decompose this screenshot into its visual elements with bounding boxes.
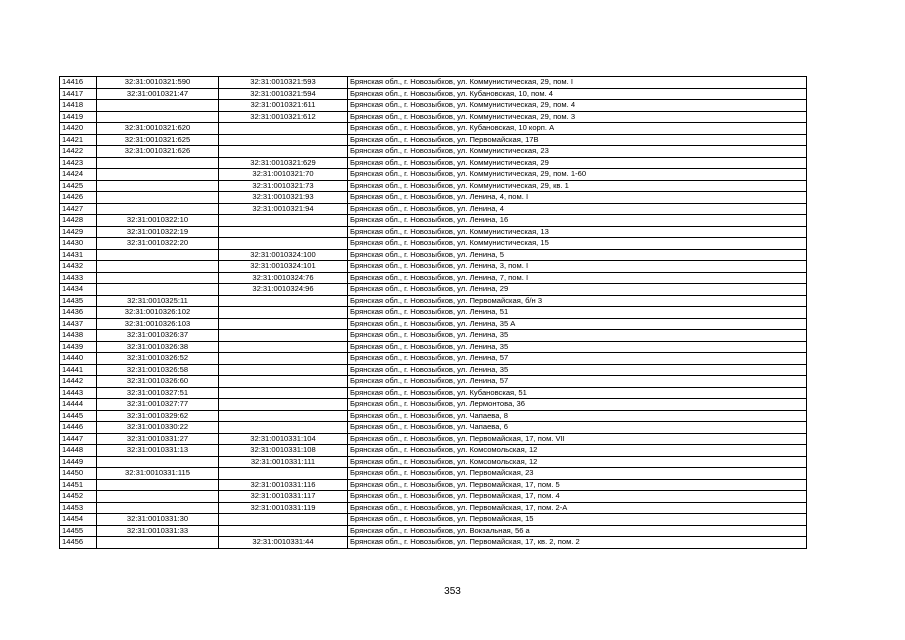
row-number-cell: 14444: [60, 399, 97, 411]
cadastral-number-cell: [97, 284, 219, 296]
row-number-cell: 14424: [60, 169, 97, 181]
table-row: [60, 364, 807, 376]
row-number-cell: 14441: [60, 364, 97, 376]
address-cell: Брянская обл., г. Новозыбков, ул. Первомайская, б/н 3: [348, 295, 807, 307]
table-row: [60, 537, 807, 549]
row-number-cell: 14421: [60, 134, 97, 146]
address-cell: Брянская обл., г. Новозыбков, ул. Ленина, 35 А: [348, 318, 807, 330]
address-cell: Брянская обл., г. Новозыбков, ул. Ленина, 35: [348, 330, 807, 342]
building-cadastral-number-cell: [219, 364, 348, 376]
table-row: [60, 353, 807, 365]
cadastral-number-cell: 32:31:0010325:11: [97, 295, 219, 307]
table-row: [60, 318, 807, 330]
cadastral-number-cell: [97, 100, 219, 112]
cadastral-number-cell: 32:31:0010326:102: [97, 307, 219, 319]
address-cell: Брянская обл., г. Новозыбков, ул. Ленина, 3, пом. I: [348, 261, 807, 273]
building-cadastral-number-cell: [219, 330, 348, 342]
table-row: [60, 445, 807, 457]
building-cadastral-number-cell: 32:31:0010321:594: [219, 88, 348, 100]
cadastral-number-cell: 32:31:0010331:30: [97, 514, 219, 526]
table-row: [60, 525, 807, 537]
row-number-cell: 14440: [60, 353, 97, 365]
table-row: [60, 307, 807, 319]
cadastral-number-cell: [97, 180, 219, 192]
address-cell: Брянская обл., г. Новозыбков, ул. Комсомольская, 12: [348, 445, 807, 457]
table-row: [60, 249, 807, 261]
address-cell: Брянская обл., г. Новозыбков, ул. Первомайская, 17, пом. 4: [348, 491, 807, 503]
address-cell: Брянская обл., г. Новозыбков, ул. Коммунистическая, 23: [348, 146, 807, 158]
cadastral-number-cell: 32:31:0010321:626: [97, 146, 219, 158]
address-cell: Брянская обл., г. Новозыбков, ул. Ленина, 4: [348, 203, 807, 215]
table-row: [60, 100, 807, 112]
building-cadastral-number-cell: 32:31:0010324:76: [219, 272, 348, 284]
building-cadastral-number-cell: 32:31:0010321:93: [219, 192, 348, 204]
address-cell: Брянская обл., г. Новозыбков, ул. Ленина, 16: [348, 215, 807, 227]
building-cadastral-number-cell: [219, 318, 348, 330]
row-number-cell: 14443: [60, 387, 97, 399]
cadastral-number-cell: [97, 491, 219, 503]
row-number-cell: 14437: [60, 318, 97, 330]
row-number-cell: 14420: [60, 123, 97, 135]
table-row: [60, 341, 807, 353]
page-number: 353: [444, 586, 461, 597]
cadastral-number-cell: 32:31:0010321:47: [97, 88, 219, 100]
cadastral-number-cell: 32:31:0010322:19: [97, 226, 219, 238]
row-number-cell: 14429: [60, 226, 97, 238]
building-cadastral-number-cell: [219, 341, 348, 353]
building-cadastral-number-cell: 32:31:0010331:116: [219, 479, 348, 491]
table-row: [60, 330, 807, 342]
table-row: [60, 399, 807, 411]
cadastral-number-cell: [97, 111, 219, 123]
building-cadastral-number-cell: 32:31:0010321:612: [219, 111, 348, 123]
row-number-cell: 14422: [60, 146, 97, 158]
row-number-cell: 14447: [60, 433, 97, 445]
address-cell: Брянская обл., г. Новозыбков, ул. Кубановская, 10 корп. А: [348, 123, 807, 135]
address-cell: Брянская обл., г. Новозыбков, ул. Коммунистическая, 13: [348, 226, 807, 238]
table-row: [60, 387, 807, 399]
row-number-cell: 14431: [60, 249, 97, 261]
table-body: [60, 77, 807, 549]
table-row: [60, 261, 807, 273]
table-row: [60, 111, 807, 123]
row-number-cell: 14430: [60, 238, 97, 250]
cadastral-number-cell: 32:31:0010322:10: [97, 215, 219, 227]
building-cadastral-number-cell: [219, 525, 348, 537]
address-cell: Брянская обл., г. Новозыбков, ул. Вокзальная, 56 а: [348, 525, 807, 537]
building-cadastral-number-cell: [219, 353, 348, 365]
cadastral-number-cell: 32:31:0010326:38: [97, 341, 219, 353]
cadastral-number-cell: [97, 192, 219, 204]
address-cell: Брянская обл., г. Новозыбков, ул. Первомайская, 17, кв. 2, пом. 2: [348, 537, 807, 549]
cadastral-number-cell: 32:31:0010331:27: [97, 433, 219, 445]
building-cadastral-number-cell: [219, 146, 348, 158]
row-number-cell: 14436: [60, 307, 97, 319]
table-row: [60, 410, 807, 422]
building-cadastral-number-cell: 32:31:0010321:629: [219, 157, 348, 169]
table-row: [60, 272, 807, 284]
cadastral-number-cell: [97, 249, 219, 261]
table-row: [60, 180, 807, 192]
row-number-cell: 14417: [60, 88, 97, 100]
building-cadastral-number-cell: 32:31:0010321:94: [219, 203, 348, 215]
building-cadastral-number-cell: [219, 422, 348, 434]
address-cell: Брянская обл., г. Новозыбков, ул. Коммунистическая, 15: [348, 238, 807, 250]
address-cell: Брянская обл., г. Новозыбков, ул. Чапаева, 8: [348, 410, 807, 422]
table-row: [60, 77, 807, 89]
cadastral-number-cell: 32:31:0010326:58: [97, 364, 219, 376]
row-number-cell: 14438: [60, 330, 97, 342]
table-row: [60, 514, 807, 526]
row-number-cell: 14428: [60, 215, 97, 227]
building-cadastral-number-cell: [219, 387, 348, 399]
building-cadastral-number-cell: [219, 215, 348, 227]
table-row: [60, 491, 807, 503]
building-cadastral-number-cell: 32:31:0010321:73: [219, 180, 348, 192]
address-cell: Брянская обл., г. Новозыбков, ул. Комсомольская, 12: [348, 456, 807, 468]
building-cadastral-number-cell: [219, 410, 348, 422]
cadastral-number-cell: 32:31:0010322:20: [97, 238, 219, 250]
address-cell: Брянская обл., г. Новозыбков, ул. Ленина, 5: [348, 249, 807, 261]
cadastral-number-cell: [97, 272, 219, 284]
address-cell: Брянская обл., г. Новозыбков, ул. Коммунистическая, 29, кв. 1: [348, 180, 807, 192]
address-cell: Брянская обл., г. Новозыбков, ул. Коммунистическая, 29, пом. 3: [348, 111, 807, 123]
address-cell: Брянская обл., г. Новозыбков, ул. Первомайская, 17, пом. VII: [348, 433, 807, 445]
building-cadastral-number-cell: [219, 295, 348, 307]
building-cadastral-number-cell: [219, 399, 348, 411]
table-row: [60, 295, 807, 307]
cadastral-number-cell: [97, 169, 219, 181]
address-cell: Брянская обл., г. Новозыбков, ул. Первомайская, 17В: [348, 134, 807, 146]
building-cadastral-number-cell: 32:31:0010331:108: [219, 445, 348, 457]
table-row: [60, 502, 807, 514]
cadastral-number-cell: 32:31:0010321:590: [97, 77, 219, 89]
address-cell: Брянская обл., г. Новозыбков, ул. Первомайская, 17, пом. 2-А: [348, 502, 807, 514]
table-row: [60, 433, 807, 445]
address-cell: Брянская обл., г. Новозыбков, ул. Ленина, 51: [348, 307, 807, 319]
table-row: [60, 146, 807, 158]
address-cell: Брянская обл., г. Новозыбков, ул. Чапаева, 6: [348, 422, 807, 434]
table-row: [60, 134, 807, 146]
table-row: [60, 215, 807, 227]
address-cell: Брянская обл., г. Новозыбков, ул. Ленина, 4, пом. I: [348, 192, 807, 204]
cadastral-number-cell: 32:31:0010327:51: [97, 387, 219, 399]
cadastral-number-cell: 32:31:0010331:115: [97, 468, 219, 480]
row-number-cell: 14455: [60, 525, 97, 537]
table-row: [60, 284, 807, 296]
building-cadastral-number-cell: 32:31:0010331:111: [219, 456, 348, 468]
address-cell: Брянская обл., г. Новозыбков, ул. Лермонтова, 36: [348, 399, 807, 411]
building-cadastral-number-cell: 32:31:0010321:593: [219, 77, 348, 89]
row-number-cell: 14449: [60, 456, 97, 468]
row-number-cell: 14427: [60, 203, 97, 215]
row-number-cell: 14419: [60, 111, 97, 123]
row-number-cell: 14442: [60, 376, 97, 388]
cadastral-number-cell: 32:31:0010326:52: [97, 353, 219, 365]
address-cell: Брянская обл., г. Новозыбков, ул. Ленина, 35: [348, 364, 807, 376]
row-number-cell: 14418: [60, 100, 97, 112]
table-row: [60, 88, 807, 100]
cadastral-number-cell: [97, 479, 219, 491]
address-cell: Брянская обл., г. Новозыбков, ул. Кубановская, 10, пом. 4: [348, 88, 807, 100]
address-cell: Брянская обл., г. Новозыбков, ул. Ленина, 7, пом. I: [348, 272, 807, 284]
building-cadastral-number-cell: 32:31:0010331:44: [219, 537, 348, 549]
cadastral-number-cell: 32:31:0010321:620: [97, 123, 219, 135]
row-number-cell: 14454: [60, 514, 97, 526]
building-cadastral-number-cell: [219, 238, 348, 250]
row-number-cell: 14448: [60, 445, 97, 457]
address-cell: Брянская обл., г. Новозыбков, ул. Первомайская, 23: [348, 468, 807, 480]
row-number-cell: 14453: [60, 502, 97, 514]
address-cell: Брянская обл., г. Новозыбков, ул. Ленина, 57: [348, 376, 807, 388]
address-cell: Брянская обл., г. Новозыбков, ул. Коммунистическая, 29, пом. I: [348, 77, 807, 89]
building-cadastral-number-cell: 32:31:0010331:119: [219, 502, 348, 514]
address-cell: Брянская обл., г. Новозыбков, ул. Коммунистическая, 29, пом. 4: [348, 100, 807, 112]
building-cadastral-number-cell: [219, 376, 348, 388]
building-cadastral-number-cell: 32:31:0010321:70: [219, 169, 348, 181]
table-row: [60, 226, 807, 238]
row-number-cell: 14450: [60, 468, 97, 480]
cadastral-number-cell: [97, 203, 219, 215]
building-cadastral-number-cell: 32:31:0010331:104: [219, 433, 348, 445]
address-cell: Брянская обл., г. Новозыбков, ул. Коммунистическая, 29: [348, 157, 807, 169]
building-cadastral-number-cell: [219, 514, 348, 526]
row-number-cell: 14433: [60, 272, 97, 284]
row-number-cell: 14456: [60, 537, 97, 549]
row-number-cell: 14416: [60, 77, 97, 89]
row-number-cell: 14445: [60, 410, 97, 422]
table-row: [60, 479, 807, 491]
address-cell: Брянская обл., г. Новозыбков, ул. Первомайская, 17, пом. 5: [348, 479, 807, 491]
row-number-cell: 14426: [60, 192, 97, 204]
table-row: [60, 468, 807, 480]
building-cadastral-number-cell: [219, 226, 348, 238]
cadastral-number-cell: 32:31:0010326:103: [97, 318, 219, 330]
cadastral-number-cell: 32:31:0010330:22: [97, 422, 219, 434]
table-row: [60, 422, 807, 434]
address-cell: Брянская обл., г. Новозыбков, ул. Ленина, 29: [348, 284, 807, 296]
building-cadastral-number-cell: 32:31:0010324:96: [219, 284, 348, 296]
cadastral-number-cell: [97, 537, 219, 549]
cadastral-number-cell: 32:31:0010321:625: [97, 134, 219, 146]
cadastral-number-cell: 32:31:0010327:77: [97, 399, 219, 411]
address-cell: Брянская обл., г. Новозыбков, ул. Коммунистическая, 29, пом. 1-60: [348, 169, 807, 181]
building-cadastral-number-cell: 32:31:0010324:101: [219, 261, 348, 273]
row-number-cell: 14423: [60, 157, 97, 169]
cadastral-number-cell: 32:31:0010331:33: [97, 525, 219, 537]
row-number-cell: 14452: [60, 491, 97, 503]
building-cadastral-number-cell: 32:31:0010321:611: [219, 100, 348, 112]
row-number-cell: 14425: [60, 180, 97, 192]
table-row: [60, 192, 807, 204]
address-cell: Брянская обл., г. Новозыбков, ул. Ленина, 57: [348, 353, 807, 365]
cadastral-number-cell: [97, 157, 219, 169]
property-table: [59, 76, 807, 549]
building-cadastral-number-cell: 32:31:0010331:117: [219, 491, 348, 503]
building-cadastral-number-cell: 32:31:0010324:100: [219, 249, 348, 261]
row-number-cell: 14435: [60, 295, 97, 307]
cadastral-number-cell: 32:31:0010326:60: [97, 376, 219, 388]
table-row: [60, 123, 807, 135]
building-cadastral-number-cell: [219, 123, 348, 135]
table-row: [60, 456, 807, 468]
building-cadastral-number-cell: [219, 468, 348, 480]
cadastral-number-cell: 32:31:0010329:62: [97, 410, 219, 422]
row-number-cell: 14439: [60, 341, 97, 353]
row-number-cell: 14451: [60, 479, 97, 491]
cadastral-number-cell: 32:31:0010326:37: [97, 330, 219, 342]
cadastral-number-cell: [97, 261, 219, 273]
cadastral-number-cell: [97, 456, 219, 468]
building-cadastral-number-cell: [219, 307, 348, 319]
address-cell: Брянская обл., г. Новозыбков, ул. Кубановская, 51: [348, 387, 807, 399]
building-cadastral-number-cell: [219, 134, 348, 146]
row-number-cell: 14434: [60, 284, 97, 296]
address-cell: Брянская обл., г. Новозыбков, ул. Ленина, 35: [348, 341, 807, 353]
table-row: [60, 169, 807, 181]
row-number-cell: 14432: [60, 261, 97, 273]
cadastral-number-cell: 32:31:0010331:13: [97, 445, 219, 457]
cadastral-number-cell: [97, 502, 219, 514]
table-row: [60, 203, 807, 215]
row-number-cell: 14446: [60, 422, 97, 434]
table-row: [60, 157, 807, 169]
table-row: [60, 238, 807, 250]
table-row: [60, 376, 807, 388]
address-cell: Брянская обл., г. Новозыбков, ул. Первомайская, 15: [348, 514, 807, 526]
